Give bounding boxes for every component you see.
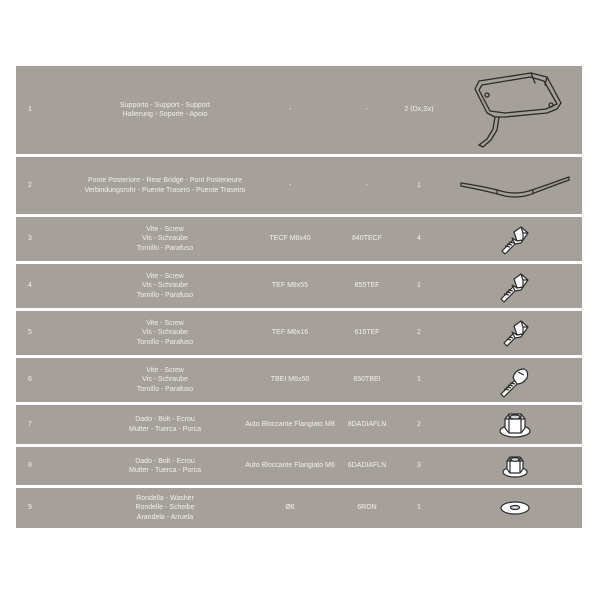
item-reference: - <box>365 181 369 189</box>
item-reference: 6DADIAFLN <box>347 462 387 470</box>
item-quantity: 2 (Dx,Sx) <box>404 106 434 114</box>
description-line: Halterung - Soporte - Apoio <box>122 111 208 118</box>
screw-icon <box>450 217 580 261</box>
table-row <box>16 447 582 485</box>
description-line: Vite - Screw <box>146 366 184 374</box>
description-line: Vis - Schraube <box>142 235 188 243</box>
item-code: TEF M8x55 <box>271 282 309 290</box>
flange-nut-icon <box>450 447 580 485</box>
item-quantity: 1 <box>417 282 421 290</box>
description-line: Arandela - Arruela <box>136 513 194 521</box>
item-quantity: 3 <box>417 462 421 470</box>
description-line: Verbindungsrohr - Puente Trasero - Puente Traseiro <box>84 186 246 194</box>
item-number: 7 <box>28 420 32 428</box>
item-quantity: 1 <box>417 181 421 189</box>
table-row <box>16 311 582 355</box>
description-line: Rondella - Washer <box>136 494 194 502</box>
rear-bridge-icon <box>450 157 580 214</box>
description-line: Vis - Schraube <box>142 282 188 290</box>
description-line: Tornillo - Parafuso <box>136 338 194 346</box>
item-number: 5 <box>28 329 32 337</box>
item-code: - <box>288 181 292 189</box>
description-line: Tornillo - Parafuso <box>136 291 194 299</box>
table-row <box>16 405 582 444</box>
item-quantity: 4 <box>417 235 421 243</box>
item-number: 3 <box>28 235 32 243</box>
description-line: Dado - Bolt - Ecrou <box>135 416 195 423</box>
item-code: Ø6 <box>285 504 295 512</box>
parts-table <box>16 66 582 531</box>
item-reference: 840TECF <box>352 235 382 243</box>
table-row <box>16 358 582 402</box>
description-line: Tornillo - Parafuso <box>136 385 194 393</box>
description-line: Mutter - Tuerca - Porca <box>129 425 201 433</box>
item-reference: 6RON <box>357 504 377 512</box>
item-number: 6 <box>28 376 32 384</box>
description-line: Mutter - Tuerca - Porca <box>129 467 201 474</box>
description-line: Tornillo - Parafuso <box>136 244 194 252</box>
item-reference: 855TEF <box>354 282 380 290</box>
description-line: Ponte Posteriore - Rear Bridge - Pont Posterieure <box>87 177 243 184</box>
item-reference: - <box>365 106 369 114</box>
item-number: 2 <box>28 181 32 189</box>
table-row <box>16 157 582 214</box>
description-line: Vite - Screw <box>146 272 184 280</box>
item-code: Auto Bloccante Flangiato M6 <box>245 462 335 470</box>
item-number: 4 <box>28 282 32 290</box>
description-line: Supporto - Support - Support <box>120 101 210 109</box>
screw-icon <box>450 264 580 308</box>
item-number: 8 <box>28 462 32 470</box>
screw-icon <box>450 311 580 355</box>
description-line: Vis - Schraube <box>142 329 188 337</box>
description-line: Rondelle - Scheibe <box>135 504 195 512</box>
item-reference: 8DADIAFLN <box>347 420 387 428</box>
item-number: 1 <box>28 106 32 114</box>
description-line: Vis - Schraube <box>142 376 188 384</box>
table-row <box>16 66 582 154</box>
item-quantity: 2 <box>417 329 421 337</box>
item-code: - <box>288 106 292 114</box>
item-reference: 616TEF <box>354 329 380 337</box>
table-row <box>16 217 582 261</box>
washer-icon <box>450 488 580 528</box>
description-line: Vite - Screw <box>146 225 184 233</box>
table-row <box>16 488 582 528</box>
item-reference: 650TBEI <box>353 376 381 384</box>
item-quantity: 1 <box>417 376 421 384</box>
flange-nut-icon <box>450 405 580 444</box>
item-code: Auto Bloccante Flangiato M8 <box>245 420 335 428</box>
item-quantity: 1 <box>417 504 421 512</box>
description-line: Dado - Bolt - Ecrou <box>135 457 195 465</box>
side-frame-icon <box>450 66 580 154</box>
table-row <box>16 264 582 308</box>
item-number: 9 <box>28 504 32 512</box>
item-code: TECF M8x40 <box>269 235 311 243</box>
item-quantity: 2 <box>417 420 421 428</box>
item-code: TEF M6x16 <box>271 329 309 337</box>
item-code: TBEI M6x50 <box>270 376 310 384</box>
description-line: Vite - Screw <box>146 319 184 327</box>
screw-icon <box>450 358 580 402</box>
